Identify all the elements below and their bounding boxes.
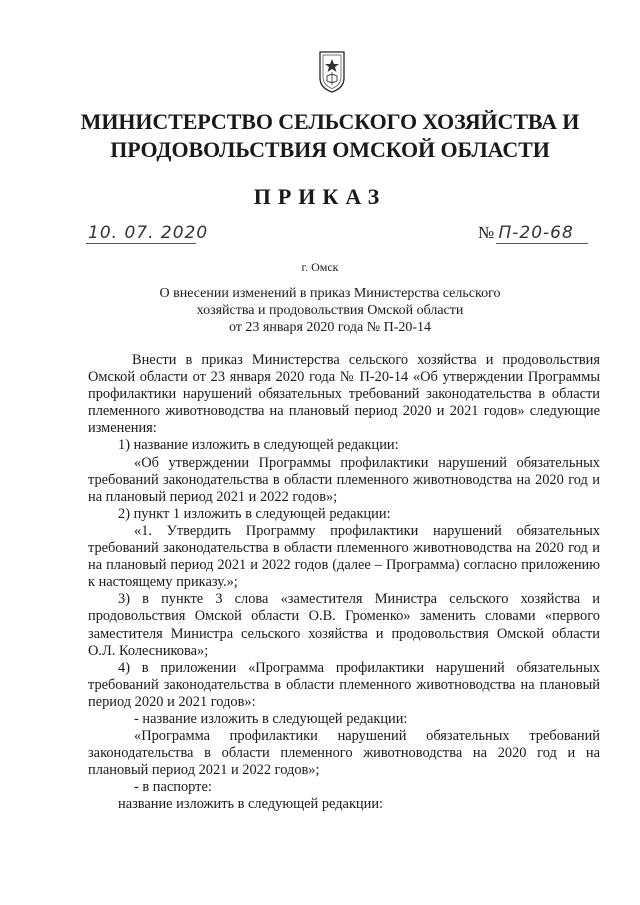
paragraph-item1: 1) название изложить в следующей редакции: xyxy=(118,437,399,454)
city: г. Омск xyxy=(301,260,339,274)
order-body xyxy=(88,352,600,814)
paragraph-passport: - в паспорте: xyxy=(134,779,212,796)
paragraph-item4-name-text: «Программа профилактики нарушений обязательных требований законодательства в области племенного животноводства на 2020 год и на плановый период 2021 и 2022 годов»; xyxy=(88,728,600,779)
order-number: П-20-68 xyxy=(498,223,574,243)
number-sign: № xyxy=(478,223,495,242)
subject-line1: О внесении изменений в приказ Министерства сельского xyxy=(159,286,501,301)
order-subject xyxy=(110,285,550,336)
paragraph-passport-name: название изложить в следующей редакции: xyxy=(118,796,384,813)
order-date: 10. 07. 2020 xyxy=(88,223,209,243)
paragraph-item4-name: - название изложить в следующей редакции: xyxy=(134,710,408,727)
ministry-title-line2: ПРОДОВОЛЬСТВИЯ ОМСКОЙ ОБЛАСТИ xyxy=(110,137,550,162)
coat-of-arms-icon xyxy=(318,50,346,94)
paragraph-item1-text: «Об утверждении Программы профилактики нарушений обязательных требований законодательства в области племенного животноводства на 2020 год и на плановый период 2021 и 2022 годов»; xyxy=(88,454,600,505)
paragraph-item3: 3) в пункте 3 слова «заместителя Министра сельского хозяйства и продовольствия Омской области О.В. Громенко» заменить словами «первого заместителя Министра сельского хозяйства и продовольствия Омской области О.Л. Колесникова»; xyxy=(88,591,600,659)
paragraph-intro: Внести в приказ Министерства сельского хозяйства и продовольствия Омской области от 23 января 2020 года № П-20-14 «Об утверждении Программы профилактики нарушений обязательных требований законодательства в области племенного животноводства на плановый период 2020 и 2021 годов» следующие изменения: xyxy=(88,352,600,437)
document-type: ПРИКАЗ xyxy=(253,184,387,209)
subject-line2: хозяйства и продовольствия Омской области xyxy=(196,303,464,318)
ministry-title xyxy=(60,108,600,164)
order-number-block xyxy=(478,223,574,243)
number-underline xyxy=(496,243,588,244)
paragraph-item4: 4) в приложении «Программа профилактики нарушений обязательных требований законодательства в области племенного животноводства на плановый период 2020 и 2021 годов»: xyxy=(88,659,600,710)
paragraph-item2: 2) пункт 1 изложить в следующей редакции: xyxy=(118,505,391,522)
date-underline xyxy=(86,243,196,244)
ministry-title-line1: МИНИСТЕРСТВО СЕЛЬСКОГО ХОЗЯЙСТВА И xyxy=(80,109,580,134)
paragraph-item2-text: «1. Утвердить Программу профилактики нарушений обязательных требований законодательства в области племенного животноводства на 2020 год и на плановый период 2021 и 2022 годов (далее – Программа) согласно приложению к настоящему приказу.»; xyxy=(88,522,600,591)
subject-line3: от 23 января 2020 года № П-20-14 xyxy=(228,320,432,335)
